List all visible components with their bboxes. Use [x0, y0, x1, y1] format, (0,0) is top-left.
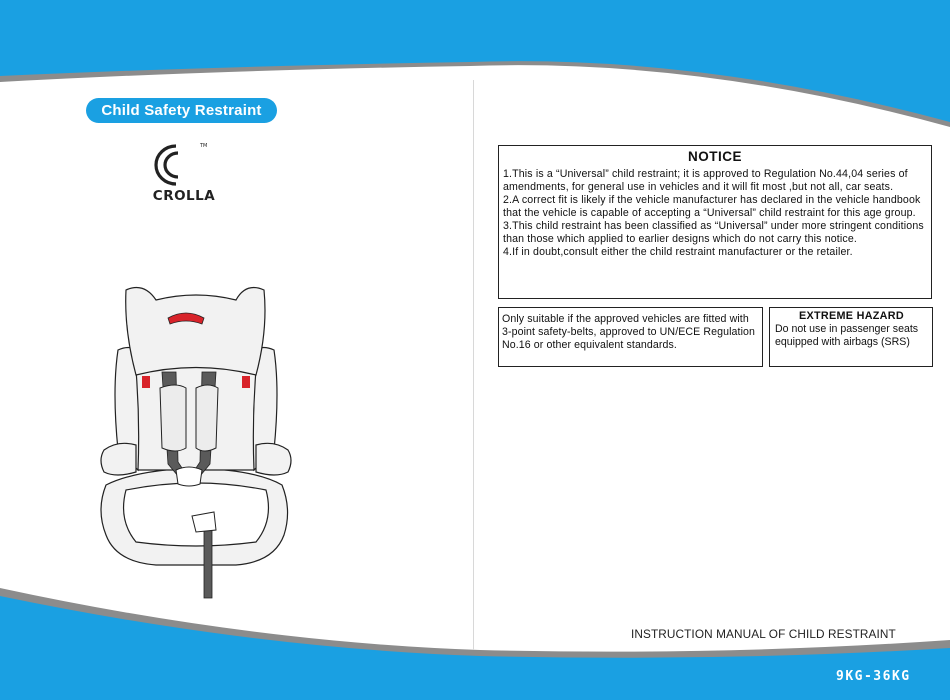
notice-item: 3.This child restraint has been classified as “Universal” under more stringent conditions than those which applied to earlier designs which do not carry this notice. — [503, 220, 924, 245]
notice-box — [498, 145, 932, 299]
hazard-box — [769, 307, 933, 367]
child-car-seat-illustration-icon — [96, 280, 296, 605]
product-category-banner: Child Safety Restraint — [86, 98, 277, 123]
notice-item: 2.A correct fit is likely if the vehicle manufacturer has declared in the vehicle handbook that the vehicle is capable of accepting a “Universal” child restraint for this age group. — [503, 194, 921, 219]
trademark-mark: TM — [200, 143, 208, 149]
seatbelt-suitability-box: Only suitable if the approved vehicles are fitted with 3-point safety-belts, approved to UN/ECE Regulation No.16 or other equivalent standards. — [498, 307, 763, 367]
notice-item: 1.This is a “Universal” child restraint; it is approved to Regulation No.44,04 series of amendments, for general use in vehicles and it will fit most ,but not all, car seats. — [503, 168, 908, 193]
hazard-text: Do not use in passenger seats equipped with airbags (SRS) — [775, 323, 919, 348]
hazard-title: EXTREME HAZARD — [799, 310, 904, 322]
weight-range-label: 9KG-36KG — [836, 669, 911, 684]
page-fold — [473, 80, 474, 650]
manual-title: INSTRUCTION MANUAL OF CHILD RESTRAINT — [631, 627, 896, 641]
brand-logo-text: CROLLA — [152, 188, 216, 204]
notice-item: 4.If in doubt,consult either the child restraint manufacturer or the retailer. — [503, 246, 853, 258]
notice-title: NOTICE — [687, 149, 742, 164]
